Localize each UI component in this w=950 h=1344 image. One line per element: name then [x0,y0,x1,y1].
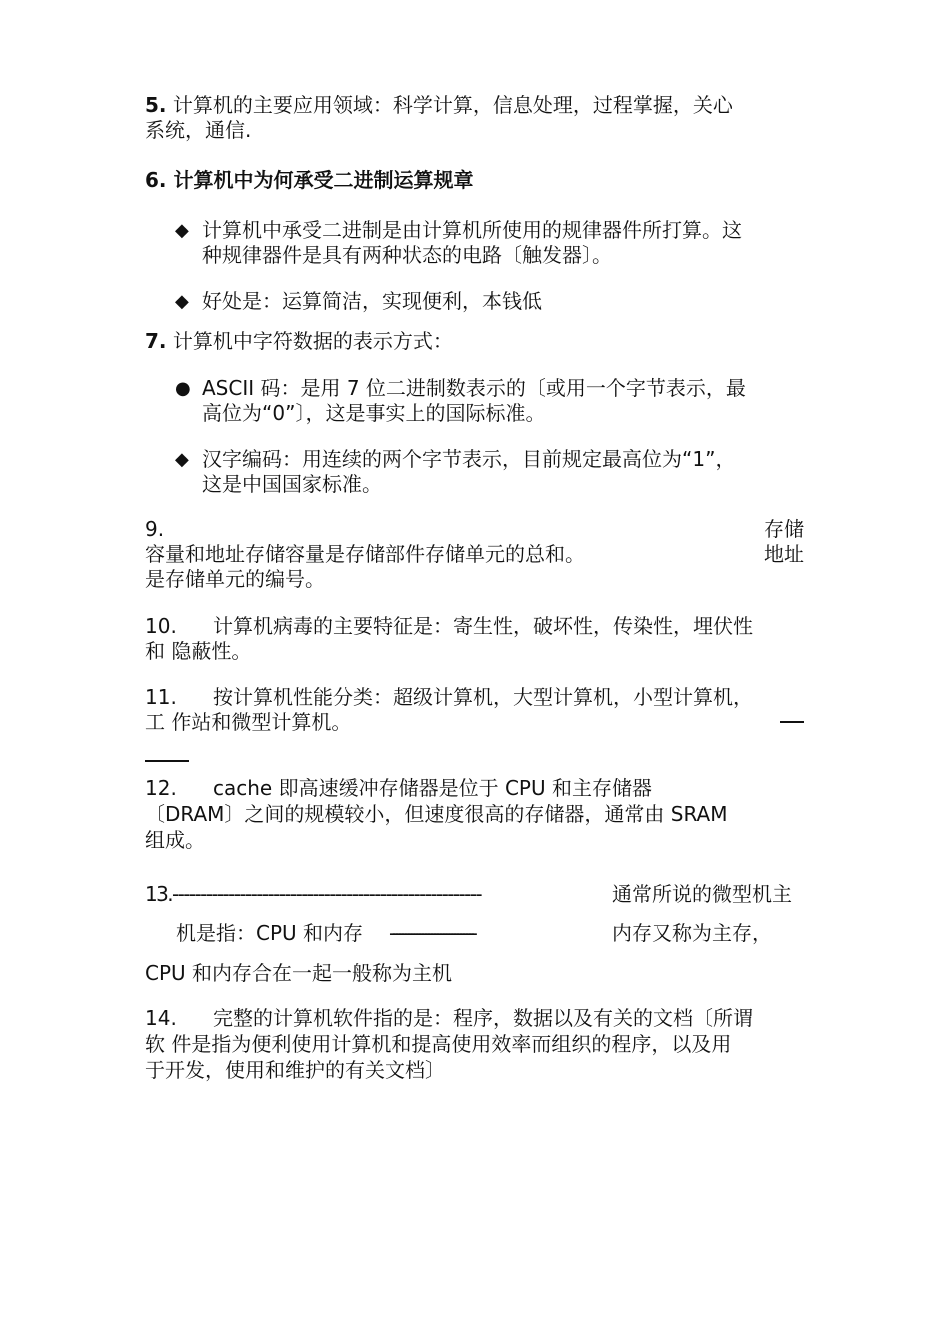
diamond-bullet-icon: ◆ [175,220,189,241]
item-5-line-1: 计算机的主要应用领域：科学计算，信息处理，过程掌握，关心 [166,93,733,117]
item-7-number: 7. [145,329,167,353]
item-6-bullet-1-line-1: 计算机中承受二进制是由计算机所使用的规律器件所打算。这 [202,218,742,242]
item-11-line-1: 按计算机性能分类：超级计算机，大型计算机，小型计算机， [213,685,753,709]
item-5 [145,93,815,143]
item-14-line-2: 软 件是指为便利使用计算机和提高使用效率而组织的程序，以及用 [145,1032,732,1056]
circle-bullet-icon: ● [175,378,191,399]
item-9-number: 9. [145,517,165,541]
item-7-bullet-2-line-1: 汉字编码：用连续的两个字节表示，目前规定最高位为“1”， [202,447,736,471]
item-6-bullet-1-line-2: 种规律器件是具有两种状态的电路〔触发器〕。 [202,243,612,267]
item-6-number: 6. [145,168,167,192]
item-7-bullet-2-line-2: 这是中国国家标准。 [202,472,382,496]
diamond-bullet-icon: ◆ [175,291,189,312]
item-5-line-2: 系统，通信. [145,118,252,142]
item-6-heading [145,168,815,193]
item-12-line-1: cache 即高速缓冲存储器是位于 CPU 和主存储器 [213,776,652,800]
item-11-line-2: 工 作站和微型计算机。 [145,710,352,734]
item-10-number: 10. [145,614,177,638]
item-9-line-3: 是存储单元的编号。 [145,567,325,591]
item-12-line-3: 组成。 [145,828,205,852]
item-9-line-2: 容量和地址存储容量是存储部件存储单元的总和。 [145,542,585,566]
item-5-number: 5. [145,93,167,117]
item-6-heading-text: 计算机中为何承受二进制运算规章 [166,168,474,192]
item-10-line-1: 计算机病毒的主要特征是：寄生性，破坏性，传染性，埋伏性 [213,614,753,638]
item-13-line-2c: 内存又称为主存， [612,921,772,945]
item-14-line-3: 于开发，使用和维护的有关文档〕 [145,1058,445,1082]
item-9-right-1: 存储 [764,517,804,541]
item-7-bullet-1-line-1: ASCII 码：是用 7 位二进制数表示的〔或用一个字节表示，最 [202,376,746,400]
item-9-right-2: 地址 [764,542,804,566]
diamond-bullet-icon: ◆ [175,449,189,470]
item-7-text: 计算机中字符数据的表示方式： [166,329,453,353]
item-13-line-2b: ----------------------------- [389,921,474,945]
item-7-bullet-1-line-2: 高位为“0”〕，这是事实上的国际标准。 [202,401,546,425]
dash-rule-left [145,760,189,762]
item-12-line-2: 〔DRAM〕之间的规模较小，但速度很高的存储器，通常由 SRAM [145,802,728,826]
item-13-line-1a: 13.------------------------------------------------------- [145,882,481,906]
item-14-line-1: 完整的计算机软件指的是：程序，数据以及有关的文档〔所谓 [213,1006,753,1030]
item-13-line-1b: 通常所说的微型机主 [612,882,792,906]
item-11-number: 11. [145,685,177,709]
item-14-number: 14. [145,1006,177,1030]
item-13-line-3: CPU 和内存合在一起一般称为主机 [145,961,453,985]
item-6-bullet-2-line-1: 好处是：运算简洁，实现便利，本钱低 [202,289,542,313]
item-10-line-2: 和 隐蔽性。 [145,639,252,663]
item-13-line-2a: 机是指：CPU 和内存 [176,921,364,945]
item-12-number: 12. [145,776,177,800]
dash-rule-right [780,721,804,723]
item-7 [145,329,815,354]
